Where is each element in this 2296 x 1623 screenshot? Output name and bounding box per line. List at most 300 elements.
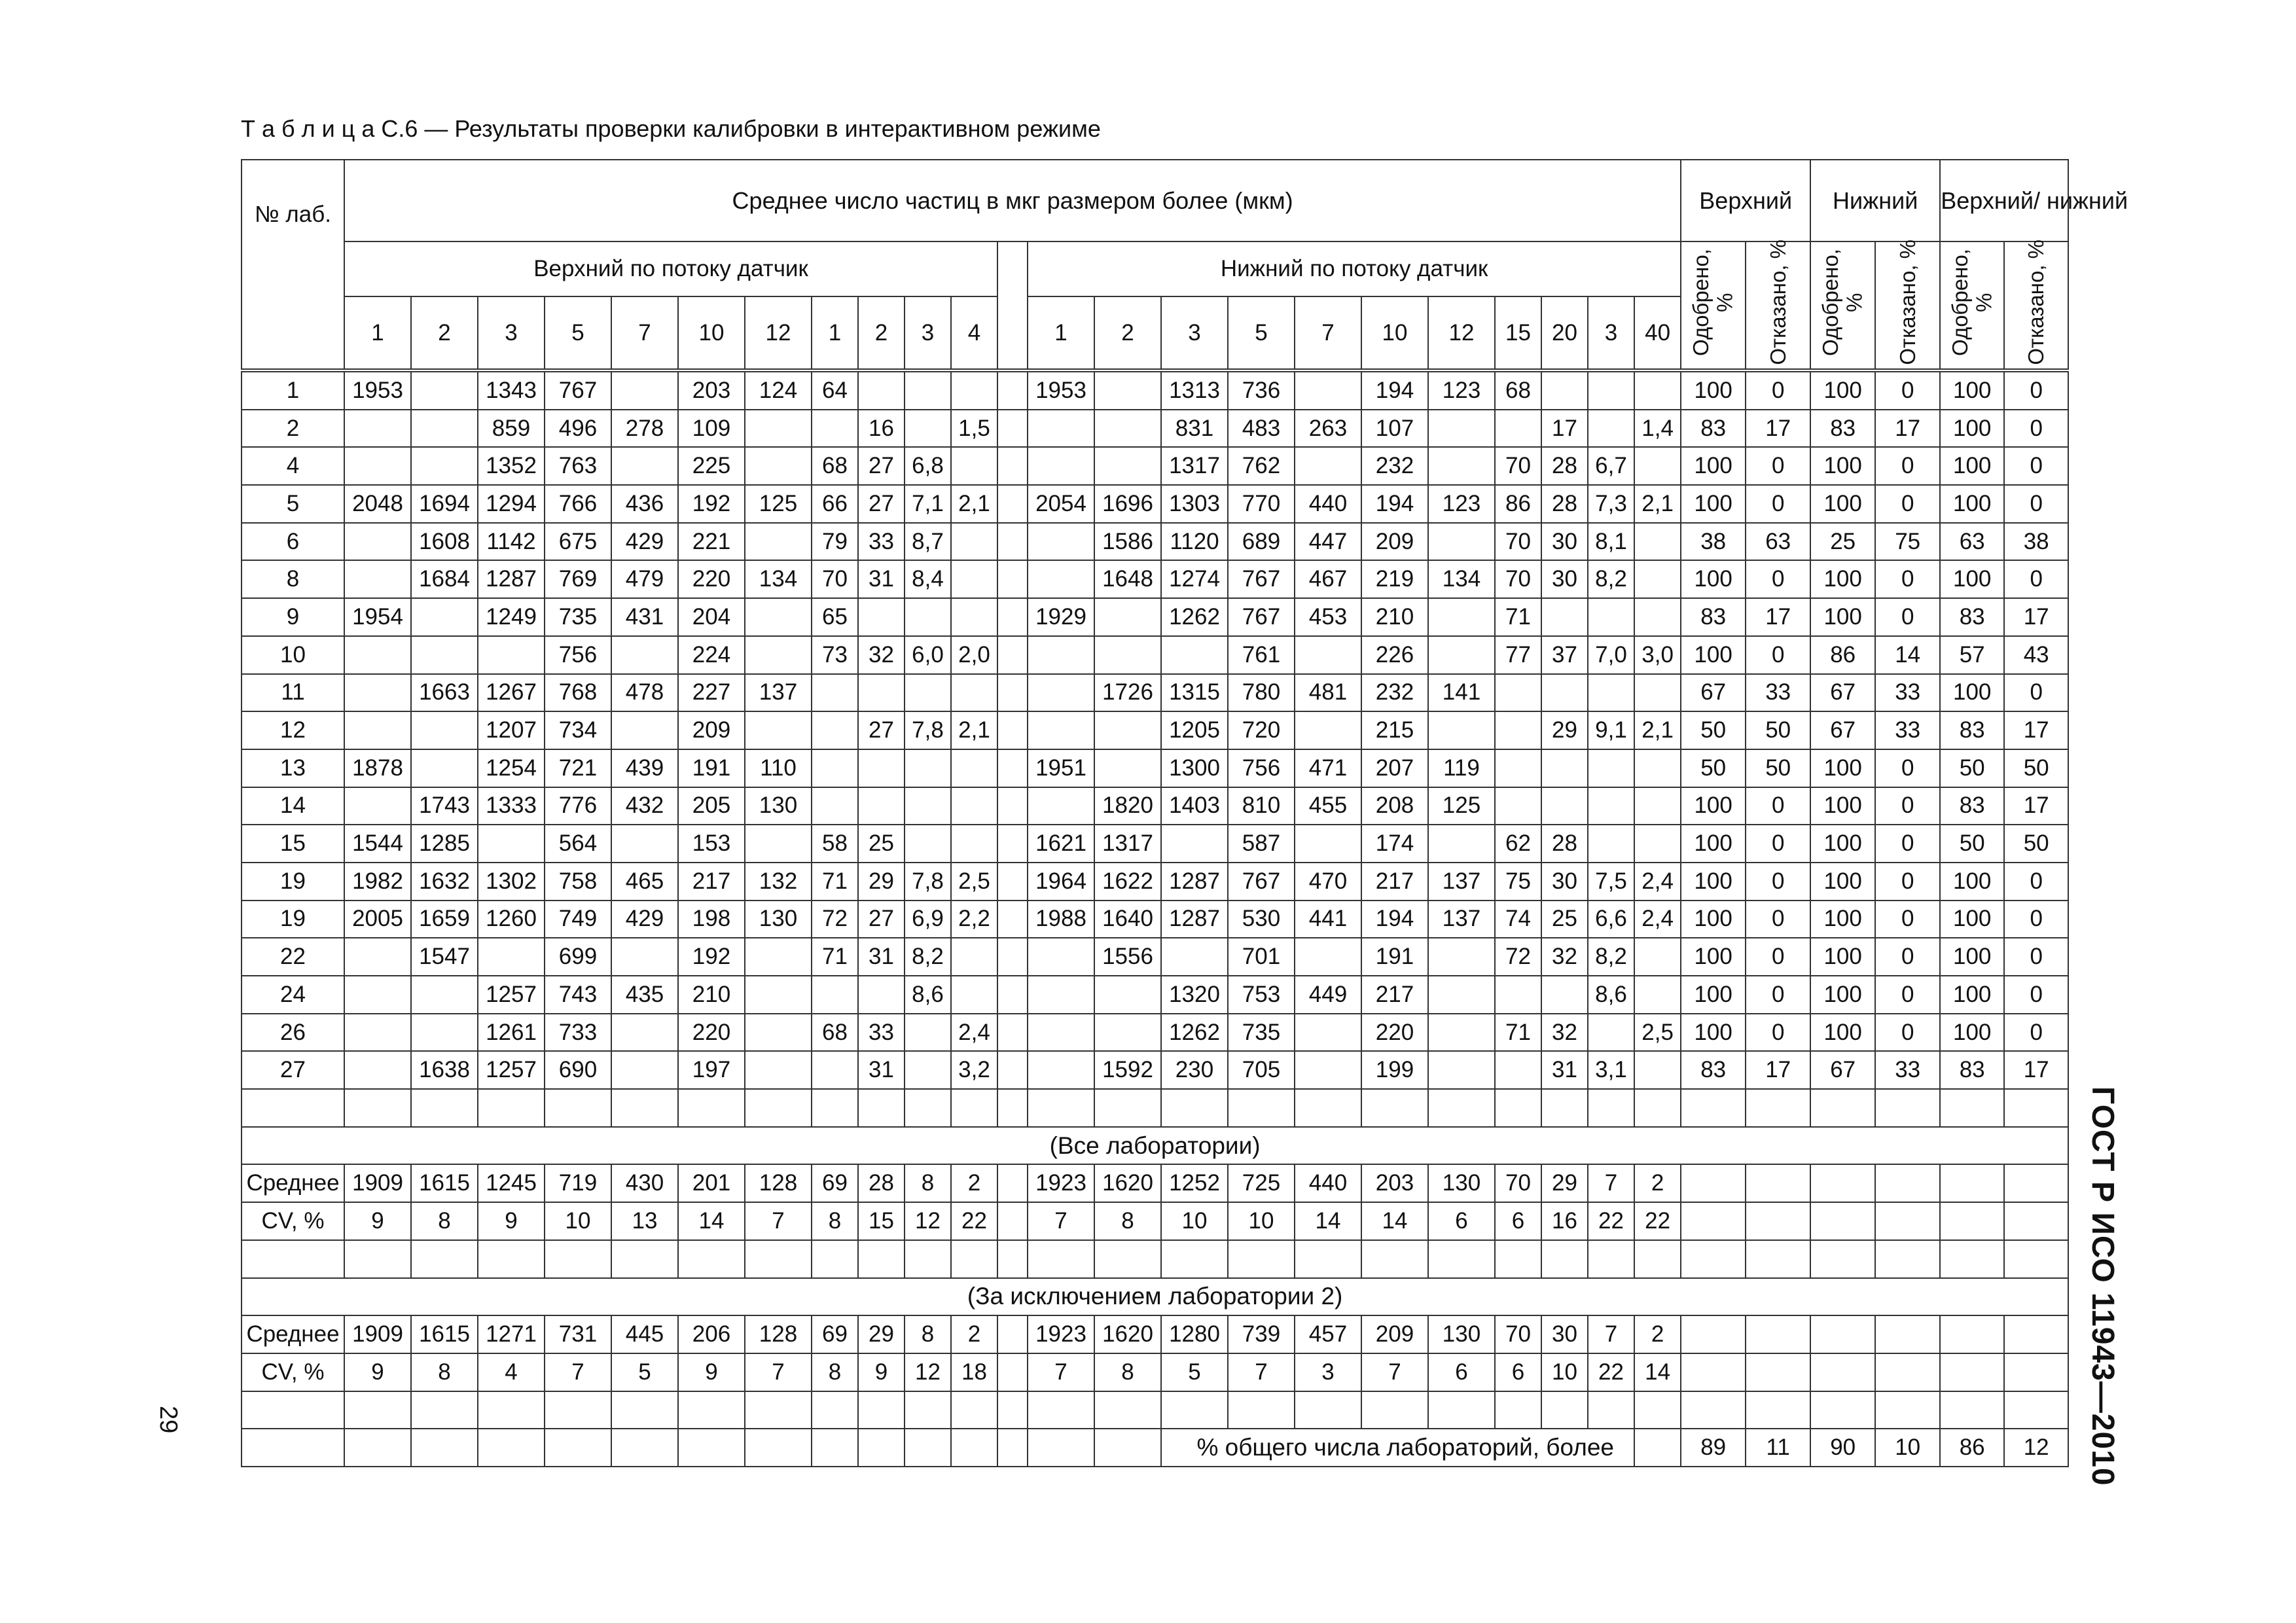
table-cell [1228, 1240, 1295, 1278]
upstream-value-cell: 153 [678, 825, 745, 863]
upstream-value-cell: 32 [858, 636, 905, 674]
result-percent-cell: 100 [1810, 825, 1875, 863]
downstream-value-cell [1634, 370, 1681, 410]
upstream-value-cell [858, 749, 905, 787]
table-cell [242, 1429, 344, 1467]
table-cell [478, 1240, 545, 1278]
upstream-value-cell [951, 938, 997, 976]
result-percent-cell: 0 [1875, 825, 1940, 863]
upstream-value-cell [905, 1014, 951, 1052]
result-percent-cell: 0 [2004, 976, 2068, 1014]
table-cell [1810, 1391, 1875, 1429]
table-cell [1541, 1240, 1588, 1278]
result-percent-cell: 100 [1810, 1014, 1875, 1052]
result-percent-cell: 63 [1746, 523, 1810, 561]
upstream-value-cell: 210 [678, 976, 745, 1014]
upstream-value-cell: 432 [611, 787, 678, 825]
upstream-value-cell: 1694 [411, 485, 478, 523]
downstream-stat-cell: 1252 [1161, 1164, 1228, 1202]
downstream-size-header: 15 [1495, 296, 1541, 370]
upstream-value-cell: 31 [858, 560, 905, 598]
downstream-stat-cell: 16 [1541, 1202, 1588, 1240]
column-gap [997, 410, 1028, 448]
table-cell [1681, 1202, 1746, 1240]
upstream-value-cell [812, 674, 858, 712]
downstream-value-cell [1094, 370, 1161, 410]
upstream-value-cell: 749 [545, 901, 611, 938]
downstream-value-cell: 1287 [1161, 863, 1228, 901]
downstream-value-cell: 219 [1361, 560, 1428, 598]
upstream-value-cell [344, 976, 411, 1014]
downstream-value-cell: 689 [1228, 523, 1295, 561]
downstream-value-cell: 1317 [1161, 447, 1228, 485]
table-cell [1428, 1089, 1495, 1127]
upstream-stat-cell: 18 [951, 1353, 997, 1391]
table-cell [745, 1429, 812, 1467]
downstream-value-cell: 756 [1228, 749, 1295, 787]
result-percent-cell: 100 [1810, 938, 1875, 976]
downstream-value-cell: 810 [1228, 787, 1295, 825]
upstream-size-header: 10 [678, 296, 745, 370]
upstream-value-cell: 431 [611, 598, 678, 636]
upper-lower-header: Верхний/ нижний [1940, 160, 2068, 241]
upstream-value-cell: 2,5 [951, 863, 997, 901]
upstream-value-cell [745, 598, 812, 636]
downstream-value-cell: 191 [1361, 938, 1428, 976]
table-cell [1746, 1353, 1810, 1391]
table-row [242, 598, 2068, 636]
upstream-value-cell [745, 938, 812, 976]
lab-number-cell: 26 [242, 1014, 344, 1052]
upstream-value-cell [344, 447, 411, 485]
result-percent-cell: 0 [1875, 863, 1940, 901]
table-cell [1228, 1089, 1295, 1127]
downstream-value-cell [1028, 938, 1094, 976]
upstream-value-cell: 435 [611, 976, 678, 1014]
result-percent-cell: 0 [1875, 598, 1940, 636]
downstream-value-cell [1588, 674, 1634, 712]
downstream-value-cell: 8,1 [1588, 523, 1634, 561]
upstream-stat-cell: 12 [905, 1353, 951, 1391]
table-cell [545, 1391, 611, 1429]
ratio-approved-header: Одобрено, % [1940, 241, 2004, 370]
result-percent-cell: 33 [1875, 711, 1940, 749]
upstream-value-cell [858, 370, 905, 410]
downstream-value-cell [1295, 447, 1361, 485]
downstream-stat-cell: 130 [1428, 1315, 1495, 1353]
upstream-value-cell: 767 [545, 370, 611, 410]
downstream-value-cell: 2054 [1028, 485, 1094, 523]
downstream-value-cell [1588, 1014, 1634, 1052]
upstream-value-cell: 192 [678, 938, 745, 976]
table-cell [344, 1089, 411, 1127]
lab-number-cell: 22 [242, 938, 344, 976]
downstream-value-cell: 1592 [1094, 1051, 1161, 1089]
result-percent-cell: 0 [1875, 976, 1940, 1014]
table-row [242, 485, 2068, 523]
column-gap [997, 1240, 1028, 1278]
table-cell [545, 1240, 611, 1278]
upstream-value-cell: 1632 [411, 863, 478, 901]
downstream-value-cell: 2,4 [1634, 863, 1681, 901]
upstream-value-cell: 191 [678, 749, 745, 787]
result-percent-cell: 100 [1940, 410, 2004, 448]
upstream-value-cell [411, 749, 478, 787]
table-cell [905, 1089, 951, 1127]
table-cell [678, 1429, 745, 1467]
downstream-size-header: 10 [1361, 296, 1428, 370]
table-cell [242, 1089, 344, 1127]
downstream-value-cell: 2,4 [1634, 901, 1681, 938]
upstream-value-cell [411, 636, 478, 674]
downstream-value-cell [1094, 598, 1161, 636]
downstream-value-cell [1588, 787, 1634, 825]
table-cell [1428, 1391, 1495, 1429]
result-percent-cell: 0 [1746, 560, 1810, 598]
upstream-value-cell [411, 370, 478, 410]
downstream-value-cell: 209 [1361, 523, 1428, 561]
downstream-value-cell: 194 [1361, 370, 1428, 410]
downstream-value-cell: 1315 [1161, 674, 1228, 712]
downstream-stat-cell: 6 [1495, 1353, 1541, 1391]
table-cell [1094, 1391, 1161, 1429]
upstream-value-cell [745, 523, 812, 561]
upstream-value-cell: 125 [745, 485, 812, 523]
downstream-value-cell [1428, 825, 1495, 863]
downstream-stat-cell: 6 [1428, 1202, 1495, 1240]
upstream-value-cell [745, 410, 812, 448]
table-cell [1810, 1202, 1875, 1240]
downstream-value-cell: 587 [1228, 825, 1295, 863]
downstream-value-cell [1428, 711, 1495, 749]
upstream-value-cell: 1294 [478, 485, 545, 523]
downstream-value-cell: 701 [1228, 938, 1295, 976]
table-cell [1875, 1202, 1940, 1240]
result-percent-cell: 0 [2004, 370, 2068, 410]
downstream-stat-cell: 14 [1361, 1202, 1428, 1240]
downstream-value-cell: 119 [1428, 749, 1495, 787]
downstream-value-cell: 220 [1361, 1014, 1428, 1052]
table-cell [1161, 1240, 1228, 1278]
upstream-size-header: 7 [611, 296, 678, 370]
downstream-value-cell: 3,0 [1634, 636, 1681, 674]
downstream-value-cell [1028, 711, 1094, 749]
downstream-size-header: 12 [1428, 296, 1495, 370]
result-percent-cell: 100 [1940, 674, 2004, 712]
upstream-value-cell: 66 [812, 485, 858, 523]
result-percent-cell: 83 [1681, 1051, 1746, 1089]
upstream-value-cell: 2,1 [951, 485, 997, 523]
downstream-value-cell: 1988 [1028, 901, 1094, 938]
upstream-value-cell [905, 598, 951, 636]
downstream-size-header: 5 [1228, 296, 1295, 370]
upstream-stat-cell: 201 [678, 1164, 745, 1202]
column-gap [997, 863, 1028, 901]
upstream-value-cell: 478 [611, 674, 678, 712]
upstream-value-cell: 1302 [478, 863, 545, 901]
upstream-size-header: 12 [745, 296, 812, 370]
downstream-value-cell: 174 [1361, 825, 1428, 863]
upstream-value-cell [344, 711, 411, 749]
downstream-value-cell [1634, 674, 1681, 712]
upstream-value-cell [411, 976, 478, 1014]
upstream-value-cell: 1352 [478, 447, 545, 485]
downstream-value-cell [1028, 674, 1094, 712]
result-percent-cell: 100 [1940, 370, 2004, 410]
upstream-value-cell: 769 [545, 560, 611, 598]
downstream-value-cell: 1929 [1028, 598, 1094, 636]
result-percent-cell: 100 [1940, 1014, 2004, 1052]
table-cell [545, 1089, 611, 1127]
mean-row [242, 1164, 2068, 1202]
result-percent-cell: 0 [1875, 749, 1940, 787]
upstream-stat-cell: 7 [745, 1353, 812, 1391]
downstream-value-cell: 123 [1428, 485, 1495, 523]
table-cell [2004, 1089, 2068, 1127]
cv-label: CV, % [242, 1202, 344, 1240]
upstream-value-cell [858, 976, 905, 1014]
upstream-value-cell: 763 [545, 447, 611, 485]
result-percent-cell: 0 [2004, 560, 2068, 598]
result-percent-cell: 100 [1940, 447, 2004, 485]
downstream-value-cell [1588, 749, 1634, 787]
upstream-value-cell: 220 [678, 560, 745, 598]
table-cell [1681, 1089, 1746, 1127]
upstream-stat-cell: 8 [812, 1353, 858, 1391]
upstream-value-cell: 205 [678, 787, 745, 825]
downstream-value-cell: 1953 [1028, 370, 1094, 410]
column-gap [997, 825, 1028, 863]
result-percent-cell: 0 [1746, 825, 1810, 863]
downstream-value-cell [1541, 787, 1588, 825]
downstream-value-cell [1161, 938, 1228, 976]
table-cell [478, 1089, 545, 1127]
section-label: (За исключением лаборатории 2) [242, 1278, 2068, 1316]
upstream-value-cell: 429 [611, 901, 678, 938]
downstream-value-cell: 31 [1541, 1051, 1588, 1089]
upstream-value-cell: 1659 [411, 901, 478, 938]
table-cell [411, 1240, 478, 1278]
downstream-stat-cell: 209 [1361, 1315, 1428, 1353]
table-cell [905, 1391, 951, 1429]
result-percent-cell: 0 [1746, 447, 1810, 485]
upstream-value-cell: 6,8 [905, 447, 951, 485]
upstream-value-cell: 31 [858, 938, 905, 976]
upstream-value-cell: 1207 [478, 711, 545, 749]
result-percent-cell: 100 [1681, 370, 1746, 410]
table-row [242, 787, 2068, 825]
lab-number-cell: 9 [242, 598, 344, 636]
upstream-size-header: 1 [344, 296, 411, 370]
upstream-stat-cell: 9 [678, 1353, 745, 1391]
downstream-value-cell [1634, 598, 1681, 636]
table-cell [611, 1240, 678, 1278]
lab-number-cell: 4 [242, 447, 344, 485]
upstream-value-cell [858, 598, 905, 636]
table-cell [1940, 1202, 2004, 1240]
table-row [242, 825, 2068, 863]
table-cell [1634, 1429, 1681, 1467]
downstream-stat-cell: 5 [1161, 1353, 1228, 1391]
table-cell [678, 1240, 745, 1278]
downstream-value-cell [1428, 523, 1495, 561]
lab-number-cell: 14 [242, 787, 344, 825]
upstream-value-cell: 197 [678, 1051, 745, 1089]
downstream-value-cell: 1205 [1161, 711, 1228, 749]
downstream-value-cell: 28 [1541, 447, 1588, 485]
result-percent-cell: 83 [1940, 1051, 2004, 1089]
downstream-value-cell: 107 [1361, 410, 1428, 448]
upstream-value-cell [812, 711, 858, 749]
table-row [242, 447, 2068, 485]
result-percent-cell: 100 [1810, 370, 1875, 410]
result-percent-cell: 67 [1810, 1051, 1875, 1089]
downstream-value-cell [1588, 370, 1634, 410]
column-gap [997, 485, 1028, 523]
upstream-value-cell: 733 [545, 1014, 611, 1052]
downstream-value-cell: 1313 [1161, 370, 1228, 410]
result-percent-cell: 17 [2004, 598, 2068, 636]
upstream-value-cell: 479 [611, 560, 678, 598]
upstream-value-cell: 768 [545, 674, 611, 712]
table-cell [1161, 1391, 1228, 1429]
result-percent-cell: 100 [1681, 976, 1746, 1014]
downstream-value-cell: 1964 [1028, 863, 1094, 901]
table-cell [344, 1391, 411, 1429]
result-percent-cell: 0 [1746, 901, 1810, 938]
table-cell [745, 1391, 812, 1429]
upstream-value-cell: 8,6 [905, 976, 951, 1014]
downstream-stat-cell: 10 [1161, 1202, 1228, 1240]
upstream-value-cell [344, 1014, 411, 1052]
result-percent-cell: 83 [1940, 711, 2004, 749]
table-cell [1541, 1391, 1588, 1429]
upstream-size-header: 4 [951, 296, 997, 370]
column-gap [997, 976, 1028, 1014]
table-cell [1746, 1089, 1810, 1127]
upstream-value-cell [812, 410, 858, 448]
downstream-stat-cell: 22 [1588, 1202, 1634, 1240]
result-percent-cell: 83 [1940, 598, 2004, 636]
upstream-value-cell: 110 [745, 749, 812, 787]
column-gap [997, 241, 1028, 370]
upstream-stat-cell: 15 [858, 1202, 905, 1240]
upstream-value-cell [745, 976, 812, 1014]
result-percent-cell: 17 [2004, 711, 2068, 749]
downstream-stat-cell: 7 [1228, 1353, 1295, 1391]
downstream-value-cell [1028, 410, 1094, 448]
downstream-value-cell [1028, 1051, 1094, 1089]
result-percent-cell: 38 [2004, 523, 2068, 561]
upstream-value-cell: 227 [678, 674, 745, 712]
mean-row [242, 1315, 2068, 1353]
upstream-value-cell: 2,0 [951, 636, 997, 674]
upstream-value-cell: 132 [745, 863, 812, 901]
result-percent-cell: 75 [1875, 523, 1940, 561]
lab-number-cell: 5 [242, 485, 344, 523]
result-percent-cell: 100 [1681, 636, 1746, 674]
upstream-value-cell [611, 711, 678, 749]
upstream-value-cell [951, 523, 997, 561]
upstream-value-cell: 1333 [478, 787, 545, 825]
downstream-size-header: 3 [1161, 296, 1228, 370]
upstream-value-cell: 465 [611, 863, 678, 901]
downstream-value-cell: 29 [1541, 711, 1588, 749]
downstream-value-cell [1094, 447, 1161, 485]
downstream-value-cell: 735 [1228, 1014, 1295, 1052]
downstream-value-cell [1094, 749, 1161, 787]
result-percent-cell: 0 [1875, 560, 1940, 598]
upstream-stat-cell: 9 [858, 1353, 905, 1391]
upstream-stat-cell: 8 [812, 1202, 858, 1240]
upstream-value-cell [745, 1014, 812, 1052]
table-row [242, 523, 2068, 561]
upstream-value-cell [745, 636, 812, 674]
table-cell [812, 1391, 858, 1429]
result-percent-cell: 57 [1940, 636, 2004, 674]
downstream-value-cell: 71 [1495, 1014, 1541, 1052]
downstream-value-cell: 471 [1295, 749, 1361, 787]
downstream-value-cell: 2,1 [1634, 485, 1681, 523]
upstream-value-cell: 124 [745, 370, 812, 410]
downstream-stat-cell: 2 [1634, 1164, 1681, 1202]
downstream-value-cell: 75 [1495, 863, 1541, 901]
downstream-value-cell [1428, 1014, 1495, 1052]
total-percent-cell: 89 [1681, 1429, 1746, 1467]
table-cell [1161, 1089, 1228, 1127]
upstream-value-cell [905, 749, 951, 787]
lower-rejected-header: Отказано, % [1875, 241, 1940, 370]
downstream-value-cell [1495, 711, 1541, 749]
upstream-value-cell: 220 [678, 1014, 745, 1052]
table-cell [2004, 1315, 2068, 1353]
table-cell [1681, 1240, 1746, 1278]
downstream-value-cell [1295, 1014, 1361, 1052]
downstream-value-cell [1428, 447, 1495, 485]
downstream-stat-cell: 7 [1588, 1315, 1634, 1353]
column-gap [997, 598, 1028, 636]
upstream-value-cell [478, 636, 545, 674]
table-cell [1028, 1429, 1094, 1467]
table-cell [1361, 1391, 1428, 1429]
table-row [242, 370, 2068, 410]
downstream-stat-cell: 1620 [1094, 1164, 1161, 1202]
result-percent-cell: 100 [1681, 901, 1746, 938]
upstream-stat-cell: 9 [344, 1353, 411, 1391]
downstream-stat-cell: 10 [1541, 1353, 1588, 1391]
downstream-value-cell: 37 [1541, 636, 1588, 674]
result-percent-cell: 17 [2004, 787, 2068, 825]
table-cell [1428, 1240, 1495, 1278]
upstream-value-cell [611, 1051, 678, 1089]
upstream-value-cell [951, 674, 997, 712]
result-percent-cell: 100 [1940, 485, 2004, 523]
upstream-value-cell: 204 [678, 598, 745, 636]
upstream-stat-cell: 9 [344, 1202, 411, 1240]
downstream-stat-cell: 1280 [1161, 1315, 1228, 1353]
downstream-value-cell: 1640 [1094, 901, 1161, 938]
downstream-stat-cell: 70 [1495, 1315, 1541, 1353]
table-cell [951, 1089, 997, 1127]
upstream-value-cell: 496 [545, 410, 611, 448]
upstream-value-cell: 7,8 [905, 863, 951, 901]
downstream-size-header: 3 [1588, 296, 1634, 370]
upstream-value-cell: 2005 [344, 901, 411, 938]
lab-number-cell: 1 [242, 370, 344, 410]
result-percent-cell: 100 [1681, 787, 1746, 825]
upstream-value-cell: 743 [545, 976, 611, 1014]
downstream-value-cell: 232 [1361, 447, 1428, 485]
